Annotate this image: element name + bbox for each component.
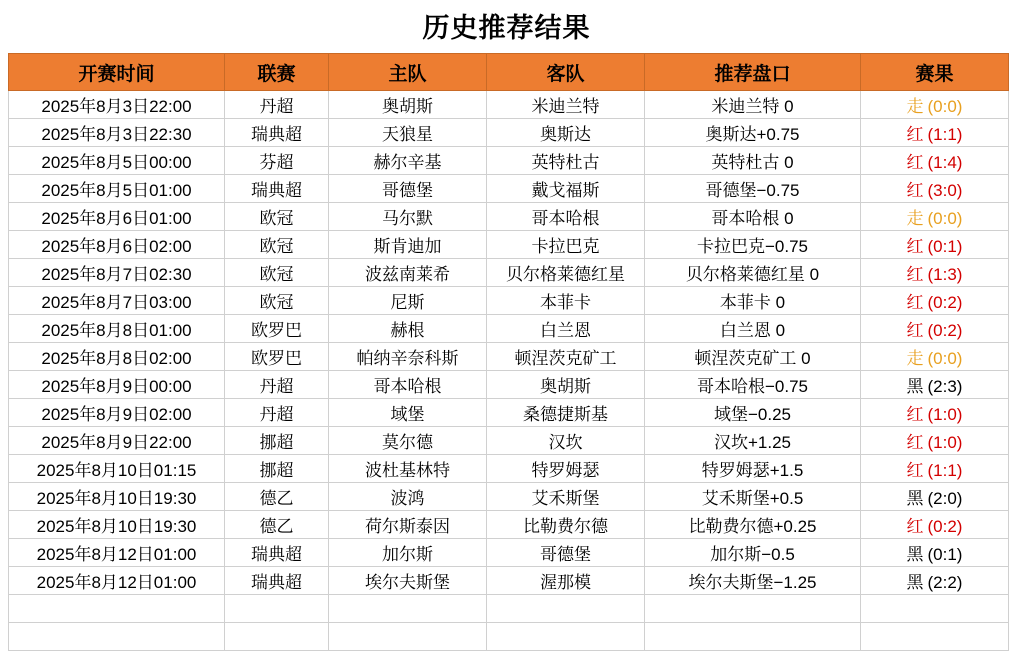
table-row [9, 147, 1009, 175]
cell-result [861, 91, 1009, 119]
cell-home-team: 哥德堡 [329, 175, 487, 203]
result-score: (0:0) [927, 97, 963, 116]
result-label: 红 [906, 265, 924, 284]
cell-empty [487, 595, 645, 623]
cell-recommended-line: 米迪兰特 0 [645, 91, 861, 119]
table-header [9, 54, 1009, 91]
result-score: (1:1) [927, 125, 963, 144]
cell-league: 欧冠 [225, 231, 329, 259]
result-score: (3:0) [927, 181, 963, 200]
table-row-empty [9, 623, 1009, 651]
column-header-time: 开赛时间 [9, 54, 225, 91]
table-row [9, 511, 1009, 539]
table-header-row [9, 54, 1009, 91]
cell-empty [645, 623, 861, 651]
cell-recommended-line: 贝尔格莱德红星 0 [645, 259, 861, 287]
result-label: 走 [906, 209, 924, 228]
cell-league: 丹超 [225, 91, 329, 119]
cell-away-team: 卡拉巴克 [487, 231, 645, 259]
page-title: 历史推荐结果 [422, 13, 591, 43]
cell-league: 芬超 [225, 147, 329, 175]
result-score: (1:3) [927, 265, 963, 284]
cell-recommended-line: 比勒费尔德+0.25 [645, 511, 861, 539]
result-label: 走 [906, 97, 924, 116]
column-header-league: 联赛 [225, 54, 329, 91]
cell-away-team: 英特杜古 [487, 147, 645, 175]
cell-empty [225, 623, 329, 651]
cell-empty [9, 623, 225, 651]
cell-time: 2025年8月8日02:00 [9, 343, 225, 371]
result-score: (0:1) [927, 237, 963, 256]
cell-home-team: 波兹南莱希 [329, 259, 487, 287]
cell-away-team: 渥那模 [487, 567, 645, 595]
cell-home-team: 波鸿 [329, 483, 487, 511]
cell-recommended-line: 埃尔夫斯堡−1.25 [645, 567, 861, 595]
cell-home-team: 天狼星 [329, 119, 487, 147]
cell-result [861, 567, 1009, 595]
table-row [9, 259, 1009, 287]
table-row [9, 343, 1009, 371]
result-score: (0:2) [927, 517, 963, 536]
result-label: 红 [906, 125, 924, 144]
cell-recommended-line: 卡拉巴克−0.75 [645, 231, 861, 259]
cell-league: 德乙 [225, 511, 329, 539]
cell-time: 2025年8月10日19:30 [9, 511, 225, 539]
cell-recommended-line: 白兰恩 0 [645, 315, 861, 343]
cell-result [861, 371, 1009, 399]
result-score: (1:0) [927, 405, 963, 424]
cell-league: 德乙 [225, 483, 329, 511]
cell-away-team: 哥本哈根 [487, 203, 645, 231]
cell-result [861, 119, 1009, 147]
cell-time: 2025年8月9日00:00 [9, 371, 225, 399]
cell-empty [645, 595, 861, 623]
cell-time: 2025年8月8日01:00 [9, 315, 225, 343]
cell-league: 瑞典超 [225, 119, 329, 147]
cell-time: 2025年8月6日02:00 [9, 231, 225, 259]
cell-away-team: 本菲卡 [487, 287, 645, 315]
cell-empty [225, 595, 329, 623]
cell-time: 2025年8月3日22:30 [9, 119, 225, 147]
cell-recommended-line: 域堡−0.25 [645, 399, 861, 427]
cell-result [861, 483, 1009, 511]
table-row [9, 567, 1009, 595]
cell-league: 瑞典超 [225, 539, 329, 567]
result-label: 黑 [906, 489, 924, 508]
result-label: 红 [906, 293, 924, 312]
cell-home-team: 赫根 [329, 315, 487, 343]
result-score: (0:1) [927, 545, 963, 564]
cell-result [861, 455, 1009, 483]
cell-result [861, 539, 1009, 567]
cell-league: 挪超 [225, 455, 329, 483]
history-results-table [8, 53, 1009, 651]
result-score: (0:0) [927, 349, 963, 368]
cell-league: 丹超 [225, 371, 329, 399]
cell-league: 欧冠 [225, 259, 329, 287]
cell-recommended-line: 加尔斯−0.5 [645, 539, 861, 567]
cell-result [861, 287, 1009, 315]
cell-league: 挪超 [225, 427, 329, 455]
result-label: 红 [906, 517, 924, 536]
cell-league: 丹超 [225, 399, 329, 427]
result-label: 红 [906, 461, 924, 480]
table-row [9, 91, 1009, 119]
cell-recommended-line: 哥本哈根 0 [645, 203, 861, 231]
cell-time: 2025年8月5日01:00 [9, 175, 225, 203]
cell-time: 2025年8月7日02:30 [9, 259, 225, 287]
cell-recommended-line: 汉坎+1.25 [645, 427, 861, 455]
cell-time: 2025年8月10日01:15 [9, 455, 225, 483]
cell-recommended-line: 英特杜古 0 [645, 147, 861, 175]
table-row [9, 399, 1009, 427]
cell-time: 2025年8月12日01:00 [9, 539, 225, 567]
table-row [9, 175, 1009, 203]
cell-home-team: 波杜基林特 [329, 455, 487, 483]
result-score: (2:2) [927, 573, 963, 592]
cell-home-team: 帕纳辛奈科斯 [329, 343, 487, 371]
table-row [9, 231, 1009, 259]
cell-recommended-line: 特罗姆瑟+1.5 [645, 455, 861, 483]
result-score: (2:0) [927, 489, 963, 508]
cell-result [861, 343, 1009, 371]
result-label: 红 [906, 153, 924, 172]
cell-time: 2025年8月9日22:00 [9, 427, 225, 455]
table-row-empty [9, 595, 1009, 623]
cell-time: 2025年8月3日22:00 [9, 91, 225, 119]
cell-recommended-line: 奥斯达+0.75 [645, 119, 861, 147]
table-row [9, 539, 1009, 567]
cell-away-team: 奥胡斯 [487, 371, 645, 399]
cell-recommended-line: 本菲卡 0 [645, 287, 861, 315]
cell-home-team: 尼斯 [329, 287, 487, 315]
cell-home-team: 哥本哈根 [329, 371, 487, 399]
result-score: (0:2) [927, 321, 963, 340]
cell-league: 欧冠 [225, 203, 329, 231]
cell-result [861, 511, 1009, 539]
cell-result [861, 315, 1009, 343]
cell-home-team: 奥胡斯 [329, 91, 487, 119]
result-score: (2:3) [927, 377, 963, 396]
result-label: 红 [906, 405, 924, 424]
cell-result [861, 231, 1009, 259]
cell-empty [861, 595, 1009, 623]
cell-result [861, 203, 1009, 231]
cell-time: 2025年8月5日00:00 [9, 147, 225, 175]
cell-away-team: 特罗姆瑟 [487, 455, 645, 483]
cell-time: 2025年8月10日19:30 [9, 483, 225, 511]
result-label: 红 [906, 433, 924, 452]
table-row [9, 483, 1009, 511]
cell-empty [487, 623, 645, 651]
cell-recommended-line: 哥德堡−0.75 [645, 175, 861, 203]
cell-result [861, 147, 1009, 175]
cell-home-team: 荷尔斯泰因 [329, 511, 487, 539]
cell-home-team: 赫尔辛基 [329, 147, 487, 175]
table-row [9, 455, 1009, 483]
result-label: 黑 [906, 377, 924, 396]
cell-home-team: 莫尔德 [329, 427, 487, 455]
cell-home-team: 埃尔夫斯堡 [329, 567, 487, 595]
cell-away-team: 比勒费尔德 [487, 511, 645, 539]
column-header-home-team: 主队 [329, 54, 487, 91]
cell-away-team: 奥斯达 [487, 119, 645, 147]
cell-home-team: 加尔斯 [329, 539, 487, 567]
cell-result [861, 399, 1009, 427]
cell-league: 瑞典超 [225, 175, 329, 203]
result-label: 黑 [906, 545, 924, 564]
cell-result [861, 175, 1009, 203]
table-row [9, 203, 1009, 231]
cell-home-team: 域堡 [329, 399, 487, 427]
result-score: (1:0) [927, 433, 963, 452]
cell-empty [329, 595, 487, 623]
cell-time: 2025年8月7日03:00 [9, 287, 225, 315]
cell-league: 欧罗巴 [225, 315, 329, 343]
cell-league: 瑞典超 [225, 567, 329, 595]
cell-away-team: 桑德捷斯基 [487, 399, 645, 427]
cell-empty [329, 623, 487, 651]
result-score: (1:4) [927, 153, 963, 172]
cell-away-team: 贝尔格莱德红星 [487, 259, 645, 287]
table-row [9, 427, 1009, 455]
result-label: 红 [906, 237, 924, 256]
cell-away-team: 艾禾斯堡 [487, 483, 645, 511]
table-row [9, 371, 1009, 399]
cell-time: 2025年8月9日02:00 [9, 399, 225, 427]
cell-away-team: 汉坎 [487, 427, 645, 455]
cell-league: 欧冠 [225, 287, 329, 315]
table-row [9, 287, 1009, 315]
cell-home-team: 马尔默 [329, 203, 487, 231]
table-row [9, 315, 1009, 343]
cell-recommended-line: 哥本哈根−0.75 [645, 371, 861, 399]
result-label: 红 [906, 321, 924, 340]
column-header-result: 赛果 [861, 54, 1009, 91]
result-score: (0:0) [927, 209, 963, 228]
cell-home-team: 斯肯迪加 [329, 231, 487, 259]
cell-time: 2025年8月12日01:00 [9, 567, 225, 595]
cell-away-team: 米迪兰特 [487, 91, 645, 119]
cell-away-team: 戴戈福斯 [487, 175, 645, 203]
table-row [9, 119, 1009, 147]
cell-recommended-line: 顿涅茨克矿工 0 [645, 343, 861, 371]
cell-away-team: 白兰恩 [487, 315, 645, 343]
result-score: (1:1) [927, 461, 963, 480]
result-score: (0:2) [927, 293, 963, 312]
cell-away-team: 哥德堡 [487, 539, 645, 567]
result-label: 红 [906, 181, 924, 200]
cell-away-team: 顿涅茨克矿工 [487, 343, 645, 371]
column-header-recommended-line: 推荐盘口 [645, 54, 861, 91]
column-header-away-team: 客队 [487, 54, 645, 91]
cell-time: 2025年8月6日01:00 [9, 203, 225, 231]
cell-result [861, 259, 1009, 287]
cell-result [861, 427, 1009, 455]
cell-empty [861, 623, 1009, 651]
cell-league: 欧罗巴 [225, 343, 329, 371]
table-body [9, 91, 1009, 651]
result-label: 黑 [906, 573, 924, 592]
result-label: 走 [906, 349, 924, 368]
cell-empty [9, 595, 225, 623]
cell-recommended-line: 艾禾斯堡+0.5 [645, 483, 861, 511]
